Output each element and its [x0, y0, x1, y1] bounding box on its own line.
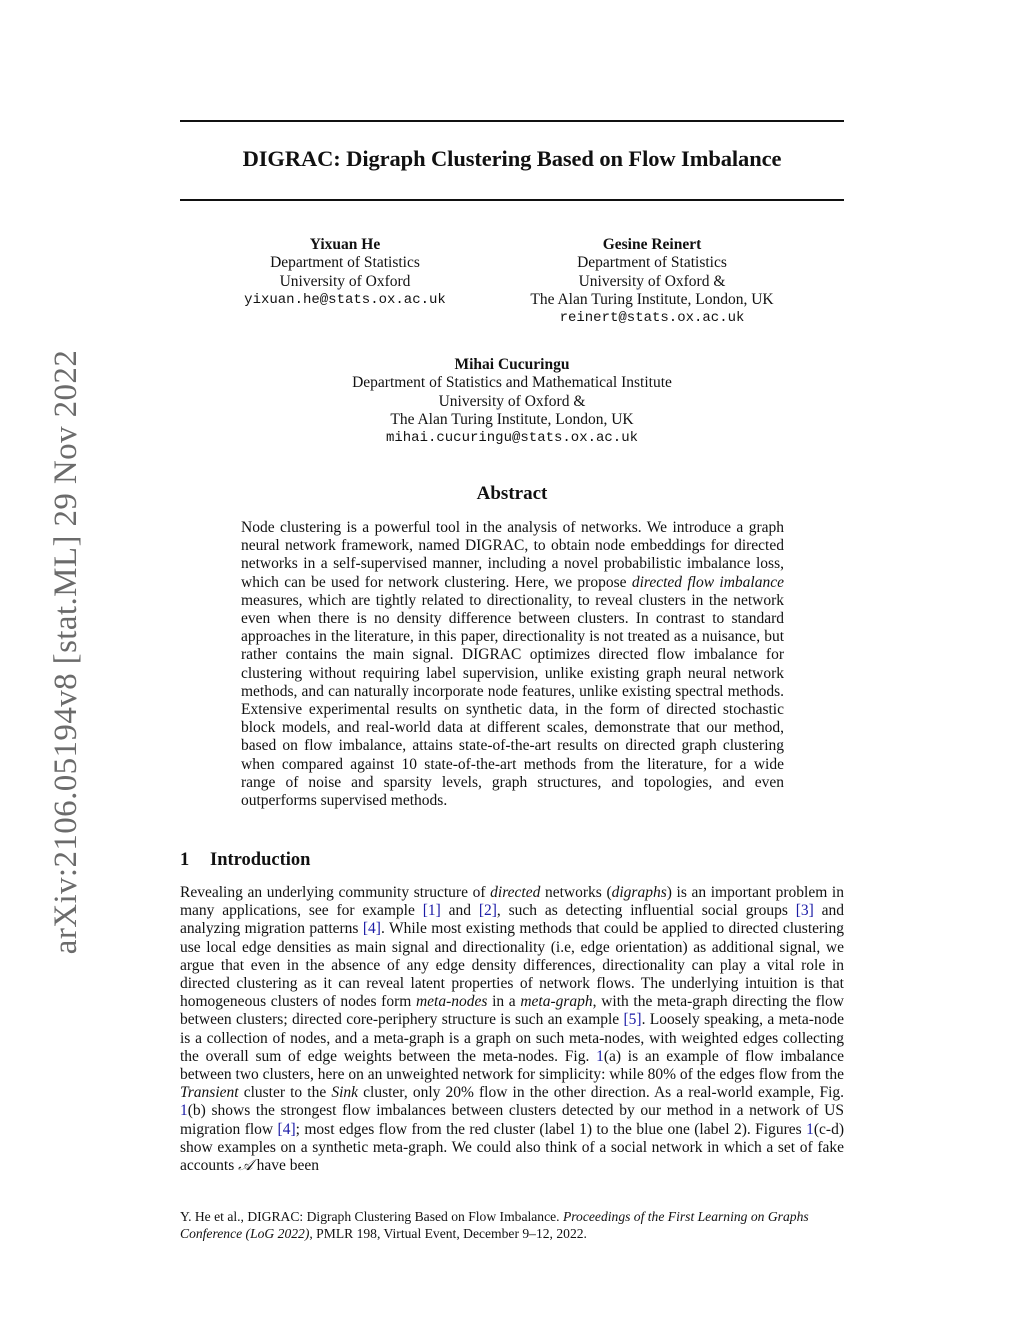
body-text: Revealing an underlying community structure of — [180, 884, 491, 901]
author-affiliation: University of Oxford & — [438, 392, 586, 410]
math-symbol: 𝒜 — [238, 1157, 253, 1175]
abstract-body — [241, 519, 784, 810]
body-text: ; most edges flow from the red cluster (label 1) to the blue one (label 2). Figures — [295, 1120, 807, 1138]
body-emphasis: directed — [490, 884, 541, 901]
author-affiliation: Department of Statistics and Mathematical Institute — [352, 374, 672, 392]
body-emphasis: Sink — [331, 1084, 359, 1102]
author-name: Gesine Reinert — [602, 236, 702, 253]
body-text: (c-d) show examples on a synthetic meta-graph. We could also think of a social network in which a set of fake accounts — [180, 1120, 844, 1175]
body-text: and analyzing migration patterns — [180, 902, 844, 938]
section-heading-introduction — [180, 850, 310, 871]
abstract-text: Node clustering is a powerful tool in the analysis of networks. We introduce a graph neural network framework, named DIGRAC, to obtain node embeddings for directed networks in a self-supervised manner, including a novel probabilistic imbalance loss, which can be used for network clustering. Here, we propose — [241, 519, 784, 591]
body-emphasis: meta-nodes — [415, 993, 488, 1011]
author-affiliation: The Alan Turing Institute, London, UK — [530, 290, 774, 308]
arxiv-sidebar-stamp: arXiv:2106.05194v8 [stat.ML] 29 Nov 2022 — [48, 349, 84, 955]
abstract-text: measures, which are tightly related to directionality, to reveal clusters in the network even when there is no density difference between clusters. In contrast to standard approaches in the literature, in this paper, directionality is not treated as a nuisance, but rather contains the main signal. DIGRAC optimizes directed flow imbalance for clustering without requiring label supervision, unlike existing graph neural network methods, and can naturally incorporate node features, unlike existing spectral methods. Extensive experimental results on synthetic data, in the form of directed stochastic block models, and real-world data at different scales, demonstrate that our method, based on flow imbalance, attains state-of-the-art results on directed graph clustering when compared against 10 state-of-the-art methods from the literature, for a wide range of noise and sparsity levels, graph structures, and topologies, and even outperforms supervised methods. — [241, 591, 784, 810]
citation-link[interactable]: [5] — [623, 1011, 642, 1029]
body-text: . While most existing methods that could be applied to directed clustering use local edge densities as main signal and directionality (i.e, edge orientation) as additional signal, we argue that even in the absence of any edge density differences, directionality can play a vital role in directed clustering as it can reveal latent properties of network flows. The underlying intuition is that homogeneous clusters of nodes form — [180, 920, 844, 1011]
author-affiliation: University of Oxford — [279, 272, 411, 290]
body-text: , with the meta-graph directing the flow between clusters; directed core-periphery structure is such an example — [180, 993, 844, 1029]
page-footer — [180, 1208, 844, 1242]
author-email[interactable]: mihai.cucuringu@stats.ox.ac.uk — [385, 430, 639, 447]
abstract-emphasis: directed flow imbalance — [631, 573, 784, 591]
section-title: Introduction — [210, 850, 311, 870]
body-text: (a) is an example of flow imbalance between two clusters, here on an unweighted network for simplicity: while 80% of the edges flow from the — [180, 1047, 844, 1084]
author-affiliation: Department of Statistics — [577, 254, 727, 272]
figure-ref-link[interactable]: 1 — [596, 1047, 604, 1065]
footer-text: Y. He et al., DIGRAC: Digraph Clustering Based on Flow Imbalance. — [180, 1209, 563, 1224]
author-name: Mihai Cucuringu — [454, 356, 570, 373]
body-text: , such as detecting influential social groups — [496, 902, 796, 920]
title-bottom-rule — [180, 199, 844, 201]
body-text: . Loosely speaking, a meta-node is a collection of nodes, and a meta-graph is a graph on such meta-nodes, with weighted edges collecting the overall sum of edge weights between the meta-nodes. Fig. — [180, 1011, 844, 1065]
paper-title: DIGRAC: Digraph Clustering Based on Flow Imbalance — [242, 146, 782, 171]
figure-ref-link[interactable]: 1 — [180, 1102, 188, 1120]
body-text: cluster, only 20% flow in the other direction. As a real-world example, Fig. — [358, 1084, 844, 1102]
body-text: ) is an important problem in many applications, see for example — [180, 884, 844, 920]
citation-link[interactable]: [4] — [277, 1120, 296, 1138]
title-top-rule — [180, 120, 844, 122]
author-block-cucuringu — [312, 356, 712, 447]
body-text: cluster to the — [238, 1084, 332, 1102]
author-affiliation: Department of Statistics — [270, 254, 420, 272]
body-text: have been — [252, 1157, 320, 1175]
body-text: in a — [487, 993, 521, 1011]
author-email[interactable]: yixuan.he@stats.ox.ac.uk — [244, 291, 446, 308]
body-emphasis: digraphs — [611, 884, 667, 901]
body-emphasis: Transient — [180, 1084, 239, 1102]
body-text: networks ( — [540, 884, 612, 901]
citation-link[interactable]: [4] — [362, 920, 381, 938]
figure-ref-link[interactable]: 1 — [806, 1120, 814, 1138]
introduction-paragraph — [180, 884, 844, 1175]
footer-venue: Proceedings of the First Learning on Graphs Conference (LoG 2022) — [180, 1209, 809, 1241]
body-emphasis: meta-graph — [520, 993, 593, 1011]
citation-link[interactable]: [3] — [795, 902, 814, 920]
author-affiliation: University of Oxford & — [578, 272, 726, 290]
body-text: and — [440, 902, 479, 920]
citation-link[interactable]: [2] — [478, 902, 497, 920]
footer-text: , PMLR 198, Virtual Event, December 9–12, 2022. — [309, 1226, 587, 1241]
body-text: (b) shows the strongest flow imbalances between clusters detected by our method in a network of US migration flow — [180, 1102, 844, 1138]
author-name: Yixuan He — [309, 236, 381, 253]
author-email[interactable]: reinert@stats.ox.ac.uk — [559, 310, 745, 327]
abstract-heading: Abstract — [476, 483, 548, 504]
author-block-he — [220, 236, 470, 309]
author-block-reinert — [502, 236, 802, 327]
author-affiliation: The Alan Turing Institute, London, UK — [390, 410, 634, 428]
citation-link[interactable]: [1] — [422, 902, 441, 920]
section-number: 1 — [180, 850, 190, 870]
